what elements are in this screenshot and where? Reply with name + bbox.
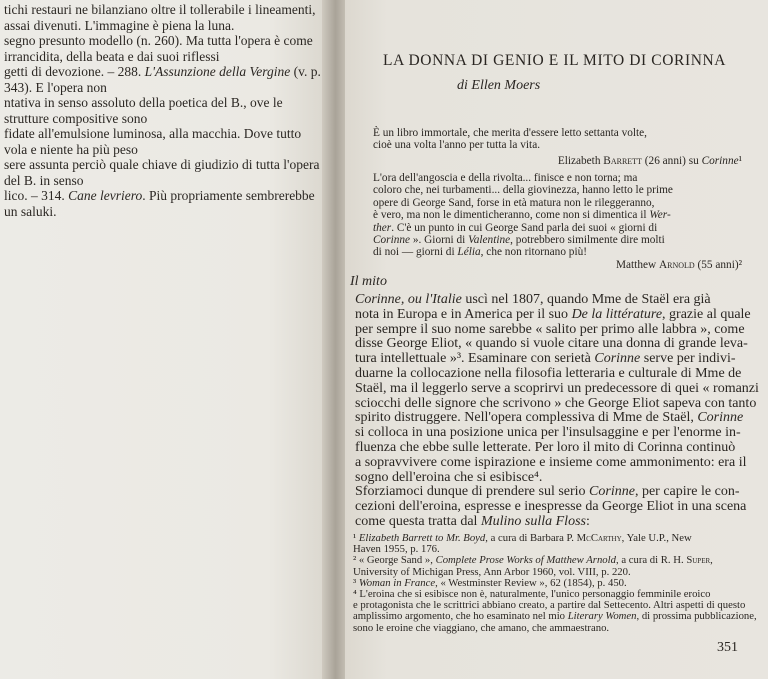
text-line	[355, 485, 740, 500]
text-run: Super	[686, 554, 711, 567]
text-line	[373, 246, 725, 258]
text-run: disse George Eliot, « quando si vuole citare una donna di grande leva-	[355, 336, 748, 352]
text-run: , a cura di R. H.	[615, 554, 687, 567]
text-line	[355, 321, 745, 338]
text-run: come questa tratta dal	[355, 513, 481, 529]
text-run: amplissimo argomento, che ho esaminato nel mio	[353, 610, 568, 623]
text-run: Woman in France	[358, 576, 436, 589]
text-line	[4, 157, 322, 188]
text-run: è vero, ma non le dimenticheranno, come non si dimentica il	[373, 209, 650, 222]
text-run: Staël, ma il leggerlo serve a scoprirvi un predecessore di quei « romanzi	[355, 380, 759, 396]
page-number: 351	[717, 640, 738, 655]
text-line	[355, 293, 740, 308]
text-run: Corinne	[701, 155, 739, 167]
text-run: ntativa in senso assoluto della poetica del B., ove le strutture compositive sono	[4, 95, 283, 126]
text-line	[373, 139, 725, 151]
text-run: (26 anni) su	[641, 155, 702, 167]
text-run: lico. – 314.	[4, 188, 69, 203]
text-run: Corinne	[589, 484, 635, 500]
text-run: Lélia	[457, 246, 481, 259]
text-run: e protagonista che le scrittrici abbiano creato, a partire dal Settecento. Altri aspetti di questo	[353, 599, 746, 612]
text-run: Corinne	[373, 234, 411, 247]
text-run: cezioni dell'eroina, espresse e inespresse da George Eliot in una scena	[355, 499, 747, 515]
text-run: coloro che, nei turbamenti... della giovinezza, hanno letto le prime	[373, 184, 673, 197]
text-run: (55 anni)²	[694, 259, 742, 271]
text-run: getti di devozione. – 288.	[4, 64, 145, 79]
text-line	[4, 33, 322, 64]
text-run: Valentine	[468, 234, 511, 247]
text-run: ». Giorni di	[410, 234, 469, 247]
text-line	[373, 222, 725, 234]
text-run: opere di George Sand, forse in età matura non le rileggeranno,	[373, 196, 655, 209]
right-page	[345, 0, 768, 679]
text-line	[373, 197, 725, 209]
text-line	[4, 64, 322, 95]
text-run: segno presunto modello (n. 260). Ma tutta l'opera è come irrancidita, della beata e dai suoi riflessi	[4, 33, 313, 64]
text-line	[355, 410, 744, 426]
text-run: De la littérature	[571, 306, 663, 322]
text-run: spirito distruggere. Nell'opera complessiva di Mme de Staël,	[355, 410, 698, 426]
text-run: È un libro immortale, che merita d'essere letto settanta volte,	[373, 127, 648, 139]
text-run: tichi restauri ne bilanziano oltre il tollerabile i lineamenti, assai divenuti. L'immagine è piena la luna.	[4, 2, 316, 33]
left-page	[0, 0, 336, 679]
text-run: a sopravvivere come ispirazione e insieme come ammonimento: era il	[355, 454, 747, 470]
text-run: Arnold	[658, 259, 695, 271]
epigraph-2	[373, 172, 725, 259]
text-run: nota in Europa e in America per il suo	[355, 306, 572, 322]
epigraph-1-attribution	[558, 155, 742, 167]
text-run: , grazie al quale	[662, 306, 751, 322]
text-run: , a cura di Barbara P.	[485, 532, 577, 544]
text-line	[355, 471, 740, 486]
text-run: Corinne	[594, 351, 641, 367]
text-run: ,	[710, 554, 713, 567]
text-run: (v. p. 343). E l'opera non	[4, 64, 321, 95]
text-line	[373, 209, 725, 221]
text-run: cioè una volta l'anno per tutta la vita.	[373, 139, 541, 152]
text-line	[355, 352, 740, 367]
text-run: Sforziamoci dunque di prendere sul serio	[355, 484, 590, 500]
text-line	[355, 515, 740, 530]
text-run: . Più propriamente sembrerebbe un saluki.	[4, 188, 315, 219]
footnotes	[353, 532, 757, 634]
text-run: ther	[373, 221, 392, 234]
text-line	[355, 454, 747, 471]
text-run: , di prossima pubblicazione,	[636, 610, 757, 623]
text-run: sogno dell'eroina che si esibisce⁴.	[355, 469, 543, 485]
text-run: L'Assunzione della Vergine	[144, 64, 291, 79]
text-run: Barrett	[603, 155, 642, 167]
left-page-text	[4, 2, 322, 219]
text-run: :	[585, 513, 590, 529]
text-run: Corinne	[697, 410, 744, 426]
text-run: di noi — giorni di	[373, 246, 458, 259]
text-run: , per capire le con-	[634, 484, 740, 500]
text-line	[4, 2, 322, 33]
text-line	[355, 499, 747, 515]
text-run: , Yale U.P., New	[621, 532, 692, 544]
text-run: Literary Women	[567, 610, 637, 623]
text-line	[355, 395, 757, 412]
text-run: ¹	[353, 532, 359, 544]
text-run: sciocchi delle signore che scrivono » che George Eliot sapeva con tanto	[355, 395, 757, 411]
text-run: sere assunta perciò quale chiave di giudizio di tutta l'opera del B. in senso	[4, 157, 320, 188]
text-run: serve per indivi-	[640, 351, 736, 367]
text-run: Complete Prose Works of Matthew Arnold	[435, 554, 616, 567]
text-run: ³	[353, 576, 359, 589]
epigraph-2-attribution	[616, 259, 742, 271]
text-run: University of Michigan Press, Ann Arbor 1960, vol. VIII, p. 220.	[353, 565, 631, 578]
text-line	[373, 127, 725, 139]
text-run: si colloca in una posizione unica per l'insulsaggine e per l'enorme in-	[355, 425, 741, 441]
epigraph-1	[373, 127, 725, 152]
text-run: , potrebbero similmente dire molti	[510, 234, 665, 247]
text-run: Matthew	[615, 259, 659, 271]
text-line	[4, 188, 322, 219]
text-run: uscì nel 1807, quando Mme de Staël era già	[461, 292, 711, 307]
text-line	[355, 441, 740, 456]
text-line	[355, 306, 751, 323]
text-run: Cane levriero	[68, 188, 143, 203]
chapter-title: LA DONNA DI GENIO E IL MITO DI CORINNA	[383, 52, 727, 69]
text-line	[355, 380, 759, 397]
text-run: ⁴ L'eroina che si esibisce non è, naturalmente, l'unico personaggio femminile eroico	[353, 588, 711, 601]
text-run: , che non ritornano più!	[480, 246, 588, 259]
text-run: tura intellettuale »³. Esaminare con serietà	[355, 351, 595, 367]
text-line	[355, 426, 740, 441]
text-line	[373, 184, 725, 196]
text-run: Mulino sulla Floss	[480, 513, 586, 529]
text-line	[4, 126, 322, 157]
text-line	[373, 234, 725, 246]
text-run: duarne la collocazione nella filosofia letteraria e culturale di Mme de	[355, 365, 742, 381]
body-text	[355, 292, 759, 530]
text-run: Elizabeth	[557, 155, 604, 167]
text-line	[355, 336, 748, 352]
text-run: . C'è un punto in cui George Sand parla dei suoi « giorni di	[391, 221, 658, 234]
text-run: L'ora dell'angoscia e della rivolta... finisce e non torna; ma	[373, 172, 638, 184]
text-run: sono le eroine che viaggiano, che amano, che ammaestrano.	[353, 621, 610, 634]
text-run: Wer-	[649, 209, 671, 222]
text-run: , « Westminster Review », 62 (1854), p. 450.	[435, 576, 627, 589]
text-run: ¹	[738, 155, 742, 167]
text-run: ² « George Sand »,	[353, 554, 436, 567]
text-line	[355, 367, 740, 382]
text-line	[353, 623, 748, 634]
text-run: McCarthy	[576, 532, 622, 544]
text-line	[373, 172, 725, 184]
text-run: Corinne, ou l'Italie	[355, 292, 462, 307]
section-heading: Il mito	[350, 274, 387, 289]
chapter-author: di Ellen Moers	[457, 78, 541, 93]
text-run: Elizabeth Barrett to Mr. Boyd	[358, 532, 486, 544]
text-run: fluenza che ebbe sulle letterate. Per loro il mito di Corinna continuò	[355, 439, 736, 455]
text-line	[4, 95, 322, 126]
text-run: per sempre il suo nome sarebbe « salito per primo alle labbra », come	[355, 321, 745, 337]
text-run: fidate all'emulsione luminosa, alla macchia. Dove tutto vola e niente ha più peso	[4, 126, 302, 157]
text-run: Haven 1955, p. 176.	[353, 543, 440, 556]
